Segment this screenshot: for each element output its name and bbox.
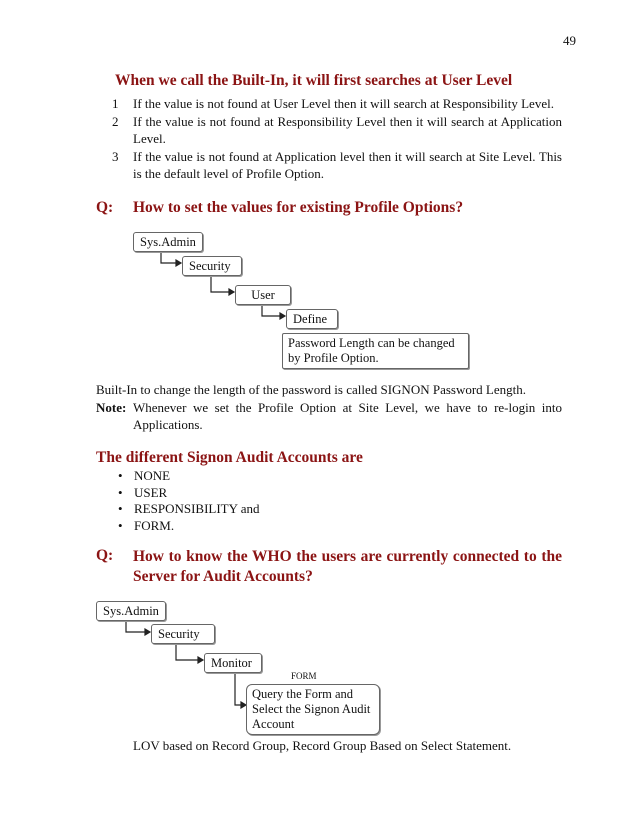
list-item-number: 1	[112, 96, 119, 111]
list-item-text: If the value is not found at Responsibility Level then it will search at Application Level.	[133, 114, 562, 146]
bullet-text: FORM.	[134, 518, 175, 533]
security-box: Security	[151, 624, 215, 644]
question-label: Q:	[96, 547, 114, 564]
list-item-number: 2	[112, 114, 119, 129]
lov-description: LOV based on Record Group, Record Group Based on Select Statement.	[133, 738, 512, 753]
bullet-icon: •	[118, 518, 123, 533]
list-item-text: If the value is not found at Application level then it will search at Site Level. This is the default level of Profile Option.	[133, 149, 562, 181]
user-box: User	[235, 285, 291, 305]
note-label: Note:	[96, 400, 127, 415]
question-label: Q:	[96, 199, 114, 216]
bullet-icon: •	[118, 501, 123, 516]
sysadmin-box: Sys.Admin	[96, 601, 166, 621]
section-heading-user-level: When we call the Built-In, it will first searches at User Level	[115, 72, 513, 89]
monitor-box: Monitor	[204, 653, 262, 673]
question-text: How to set the values for existing Profile Options?	[133, 199, 464, 216]
password-length-note-box: Password Length can be changed by Profile Option.	[282, 333, 469, 369]
section-heading-audit-accounts: The different Signon Audit Accounts are	[96, 449, 363, 466]
security-box: Security	[182, 256, 242, 276]
list-item-number: 3	[112, 149, 119, 164]
note-text: Whenever we set the Profile Option at Site Level, we have to re-login into Applications.	[133, 400, 562, 432]
bullet-icon: •	[118, 485, 123, 500]
bullet-text: RESPONSIBILITY and	[134, 501, 260, 516]
page-number: 49	[563, 33, 576, 48]
query-form-box: Query the Form and Select the Signon Audit Account	[246, 684, 380, 735]
list-item-text: If the value is not found at User Level then it will search at Responsibility Level.	[133, 96, 554, 111]
bullet-icon: •	[118, 468, 123, 483]
sysadmin-box: Sys.Admin	[133, 232, 203, 252]
builtin-text: Built-In to change the length of the password is called SIGNON Password Length.	[96, 382, 527, 397]
form-label: FORM	[291, 671, 317, 681]
bullet-text: USER	[134, 485, 168, 500]
question-text: How to know the WHO the users are currently connected to the Server for Audit Accounts?	[133, 548, 562, 585]
define-box: Define	[286, 309, 338, 329]
bullet-text: NONE	[134, 468, 171, 483]
